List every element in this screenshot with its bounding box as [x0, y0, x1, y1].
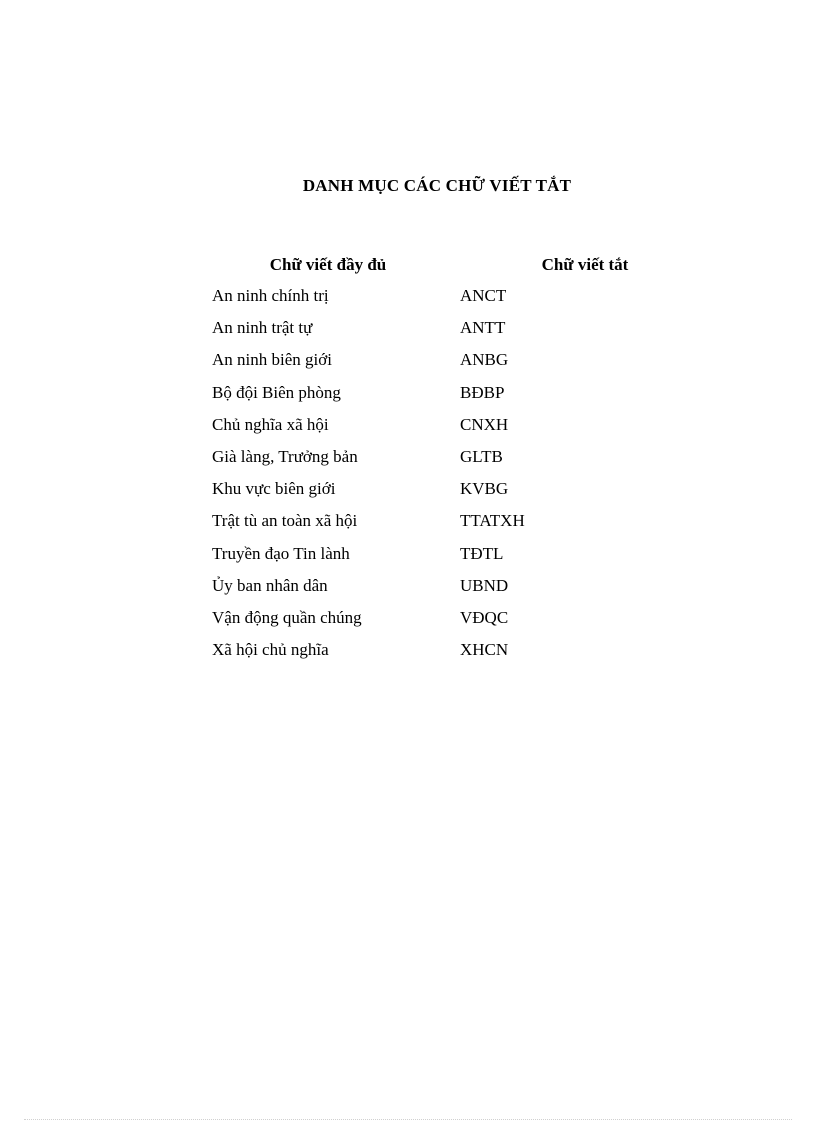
table-row	[212, 505, 710, 537]
full-term-cell: Truyền đạo Tin lành	[212, 543, 350, 563]
page-bottom-divider	[24, 1119, 792, 1120]
table-row	[212, 570, 710, 602]
abbreviation-cell: TTATXH	[460, 511, 525, 531]
table-row	[212, 377, 710, 409]
column-header-abbr: Chữ viết tắt	[541, 255, 629, 274]
column-header-full: Chữ viết đầy đủ	[269, 255, 387, 274]
full-term-cell: Già làng, Trưởng bản	[212, 447, 358, 467]
abbreviation-cell: ANBG	[460, 350, 509, 370]
full-term-cell: An ninh chính trị	[212, 286, 329, 306]
table-row	[212, 441, 710, 473]
abbreviation-cell: TĐTL	[460, 543, 504, 563]
abbreviation-table	[212, 252, 710, 666]
abbreviation-cell: CNXH	[460, 414, 509, 434]
page-title: DANH MỤC CÁC CHỮ VIẾT TẮT	[302, 176, 572, 195]
abbreviation-cell: BĐBP	[460, 382, 505, 402]
abbreviation-cell: ANCT	[460, 286, 507, 306]
table-row	[212, 344, 710, 376]
table-header-row	[212, 252, 710, 280]
full-term-cell: Khu vực biên giới	[212, 479, 336, 499]
full-term-cell: Ủy ban nhân dân	[212, 575, 328, 595]
full-term-cell: Vận động quần chúng	[212, 607, 362, 627]
table-row	[212, 473, 710, 505]
full-term-cell: Xã hội chủ nghĩa	[212, 640, 329, 660]
abbreviation-cell: KVBG	[460, 479, 509, 499]
table-row	[212, 409, 710, 441]
table-row	[212, 312, 710, 344]
abbreviation-cell: GLTB	[460, 447, 503, 467]
table-row	[212, 634, 710, 666]
abbreviation-cell: ANTT	[460, 318, 506, 338]
full-term-cell: Bộ đội Biên phòng	[212, 382, 341, 402]
full-term-cell: Trật tù an toàn xã hội	[212, 511, 358, 531]
abbreviation-cell: UBND	[460, 575, 509, 595]
full-term-cell: Chủ nghĩa xã hội	[212, 414, 329, 434]
full-term-cell: An ninh biên giới	[212, 350, 332, 370]
abbreviation-cell: XHCN	[460, 640, 509, 660]
table-row	[212, 602, 710, 634]
table-row	[212, 538, 710, 570]
full-term-cell: An ninh trật tự	[212, 318, 313, 338]
abbreviation-cell: VĐQC	[460, 607, 509, 627]
table-row	[212, 280, 710, 312]
